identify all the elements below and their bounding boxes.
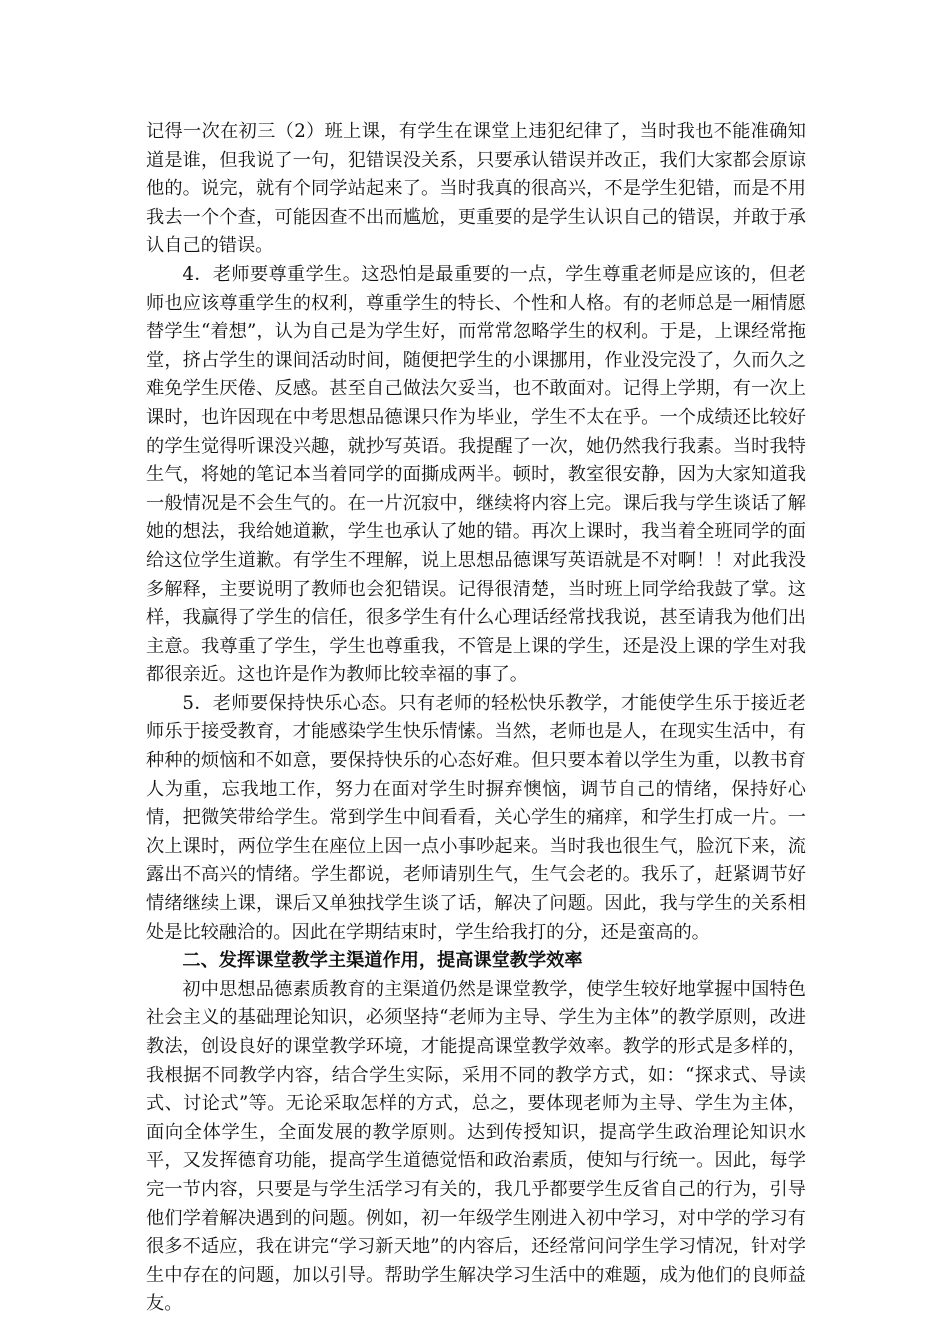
- paragraph-respect-students: 4．老师要尊重学生。这恐怕是最重要的一点，学生尊重老师是应该的，但老师也应该尊重学生的权利，尊重学生的特长、个性和人格。有的老师总是一厢情愿替学生“着想”，认为自己是为学生好，而常常忽略学生的权利。于是，上课经常拖堂，挤占学生的课间活动时间，随便把学生的小课挪用，作业没完没了，久而久之难免学生厌倦、反感。甚至自己做法欠妥当，也不敢面对。记得上学期，有一次上课时，也许因现在中考思想品德课只作为毕业，学生不太在乎。一个成绩还比较好的学生觉得听课没兴趣，就抄写英语。我提醒了一次，她仍然我行我素。当时我特生气，将她的笔记本当着同学的面撕成两半。顿时，教室很安静，因为大家知道我一般情况是不会生气的。在一片沉寂中，继续将内容上完。课后我与学生谈话了解她的想法，我给她道歉，学生也承认了她的错。再次上课时，我当着全班同学的面给这位学生道歉。有学生不理解，说上思想品德课写英语就是不对啊！！对此我没多解释，主要说明了教师也会犯错误。记得很清楚，当时班上同学给我鼓了掌。这样，我赢得了学生的信任，很多学生有什么心理话经常找我说，甚至请我为他们出主意。我尊重了学生，学生也尊重我，不管是上课的学生，还是没上课的学生对我都很亲近。这也许是作为教师比较幸福的事了。: [146, 263, 806, 686]
- paragraph-continued: 记得一次在初三（2）班上课，有学生在课堂上违犯纪律了，当时我也不能准确知道是谁，但我说了一句，犯错误没关系，只要承认错误并改正，我们大家都会原谅他的。说完，就有个同学站起来了。当时我真的很高兴，不是学生犯错，而是不用我去一个个查，可能因查不出而尴尬，更重要的是学生认识自己的错误，并敢于承认自己的错误。: [146, 121, 806, 257]
- paragraph-classroom-teaching: 初中思想品德素质教育的主渠道仍然是课堂教学，使学生较好地掌握中国特色社会主义的基础理论知识，必须坚持“老师为主导、学生为主体”的教学原则，改进教法，创设良好的课堂教学环境，才能提高课堂教学效率。教学的形式是多样的，我根据不同教学内容，结合学生实际，采用不同的教学方式，如：“探求式、导读式、讨论式”等。无论采取怎样的方式，总之，要体现老师为主导、学生为主体，面向全体学生，全面发展的教学原则。达到传授知识，提高学生政治理论知识水平，又发挥德育功能，提高学生道德觉悟和政治素质，使知与行统一。因此，每学完一节内容，只要是与学生活学习有关的，我几乎都要学生反省自己的行为，引导他们学着解决遇到的问题。例如，初一年级学生刚进入初中学习，对中学的学习有很多不适应，我在讲完“学习新天地”的内容后，还经常问问学生学习情况，针对学生中存在的问题，加以引导。帮助学生解决学习生活中的难题，成为他们的良师益友。: [146, 978, 806, 1315]
- paragraph-happy-mindset: 5．老师要保持快乐心态。只有老师的轻松快乐教学，才能使学生乐于接近老师乐于接受教育，才能感染学生快乐情愫。当然，老师也是人，在现实生活中，有种种的烦恼和不如意，要保持快乐的心态好难。但只要本着以学生为重，以教书育人为重，忘我地工作，努力在面对学生时摒弃懊恼，调节自己的情绪，保持好心情，把微笑带给学生。常到学生中间看看，关心学生的痛痒，和学生打成一片。一次上课时，两位学生在座位上因一点小事吵起来。当时我也很生气，脸沉下来，流露出不高兴的情绪。学生都说，老师请别生气，生气会老的。我乐了，赶紧调节好情绪继续上课，课后又单独找学生谈了话，解决了问题。因此，我与学生的关系相处是比较融洽的。因此在学期结束时，学生给我打的分，还是蛮高的。: [146, 692, 806, 943]
- document-page: [146, 118, 806, 1319]
- section-heading: 二、发挥课堂教学主渠道作用，提高课堂教学效率: [182, 950, 583, 972]
